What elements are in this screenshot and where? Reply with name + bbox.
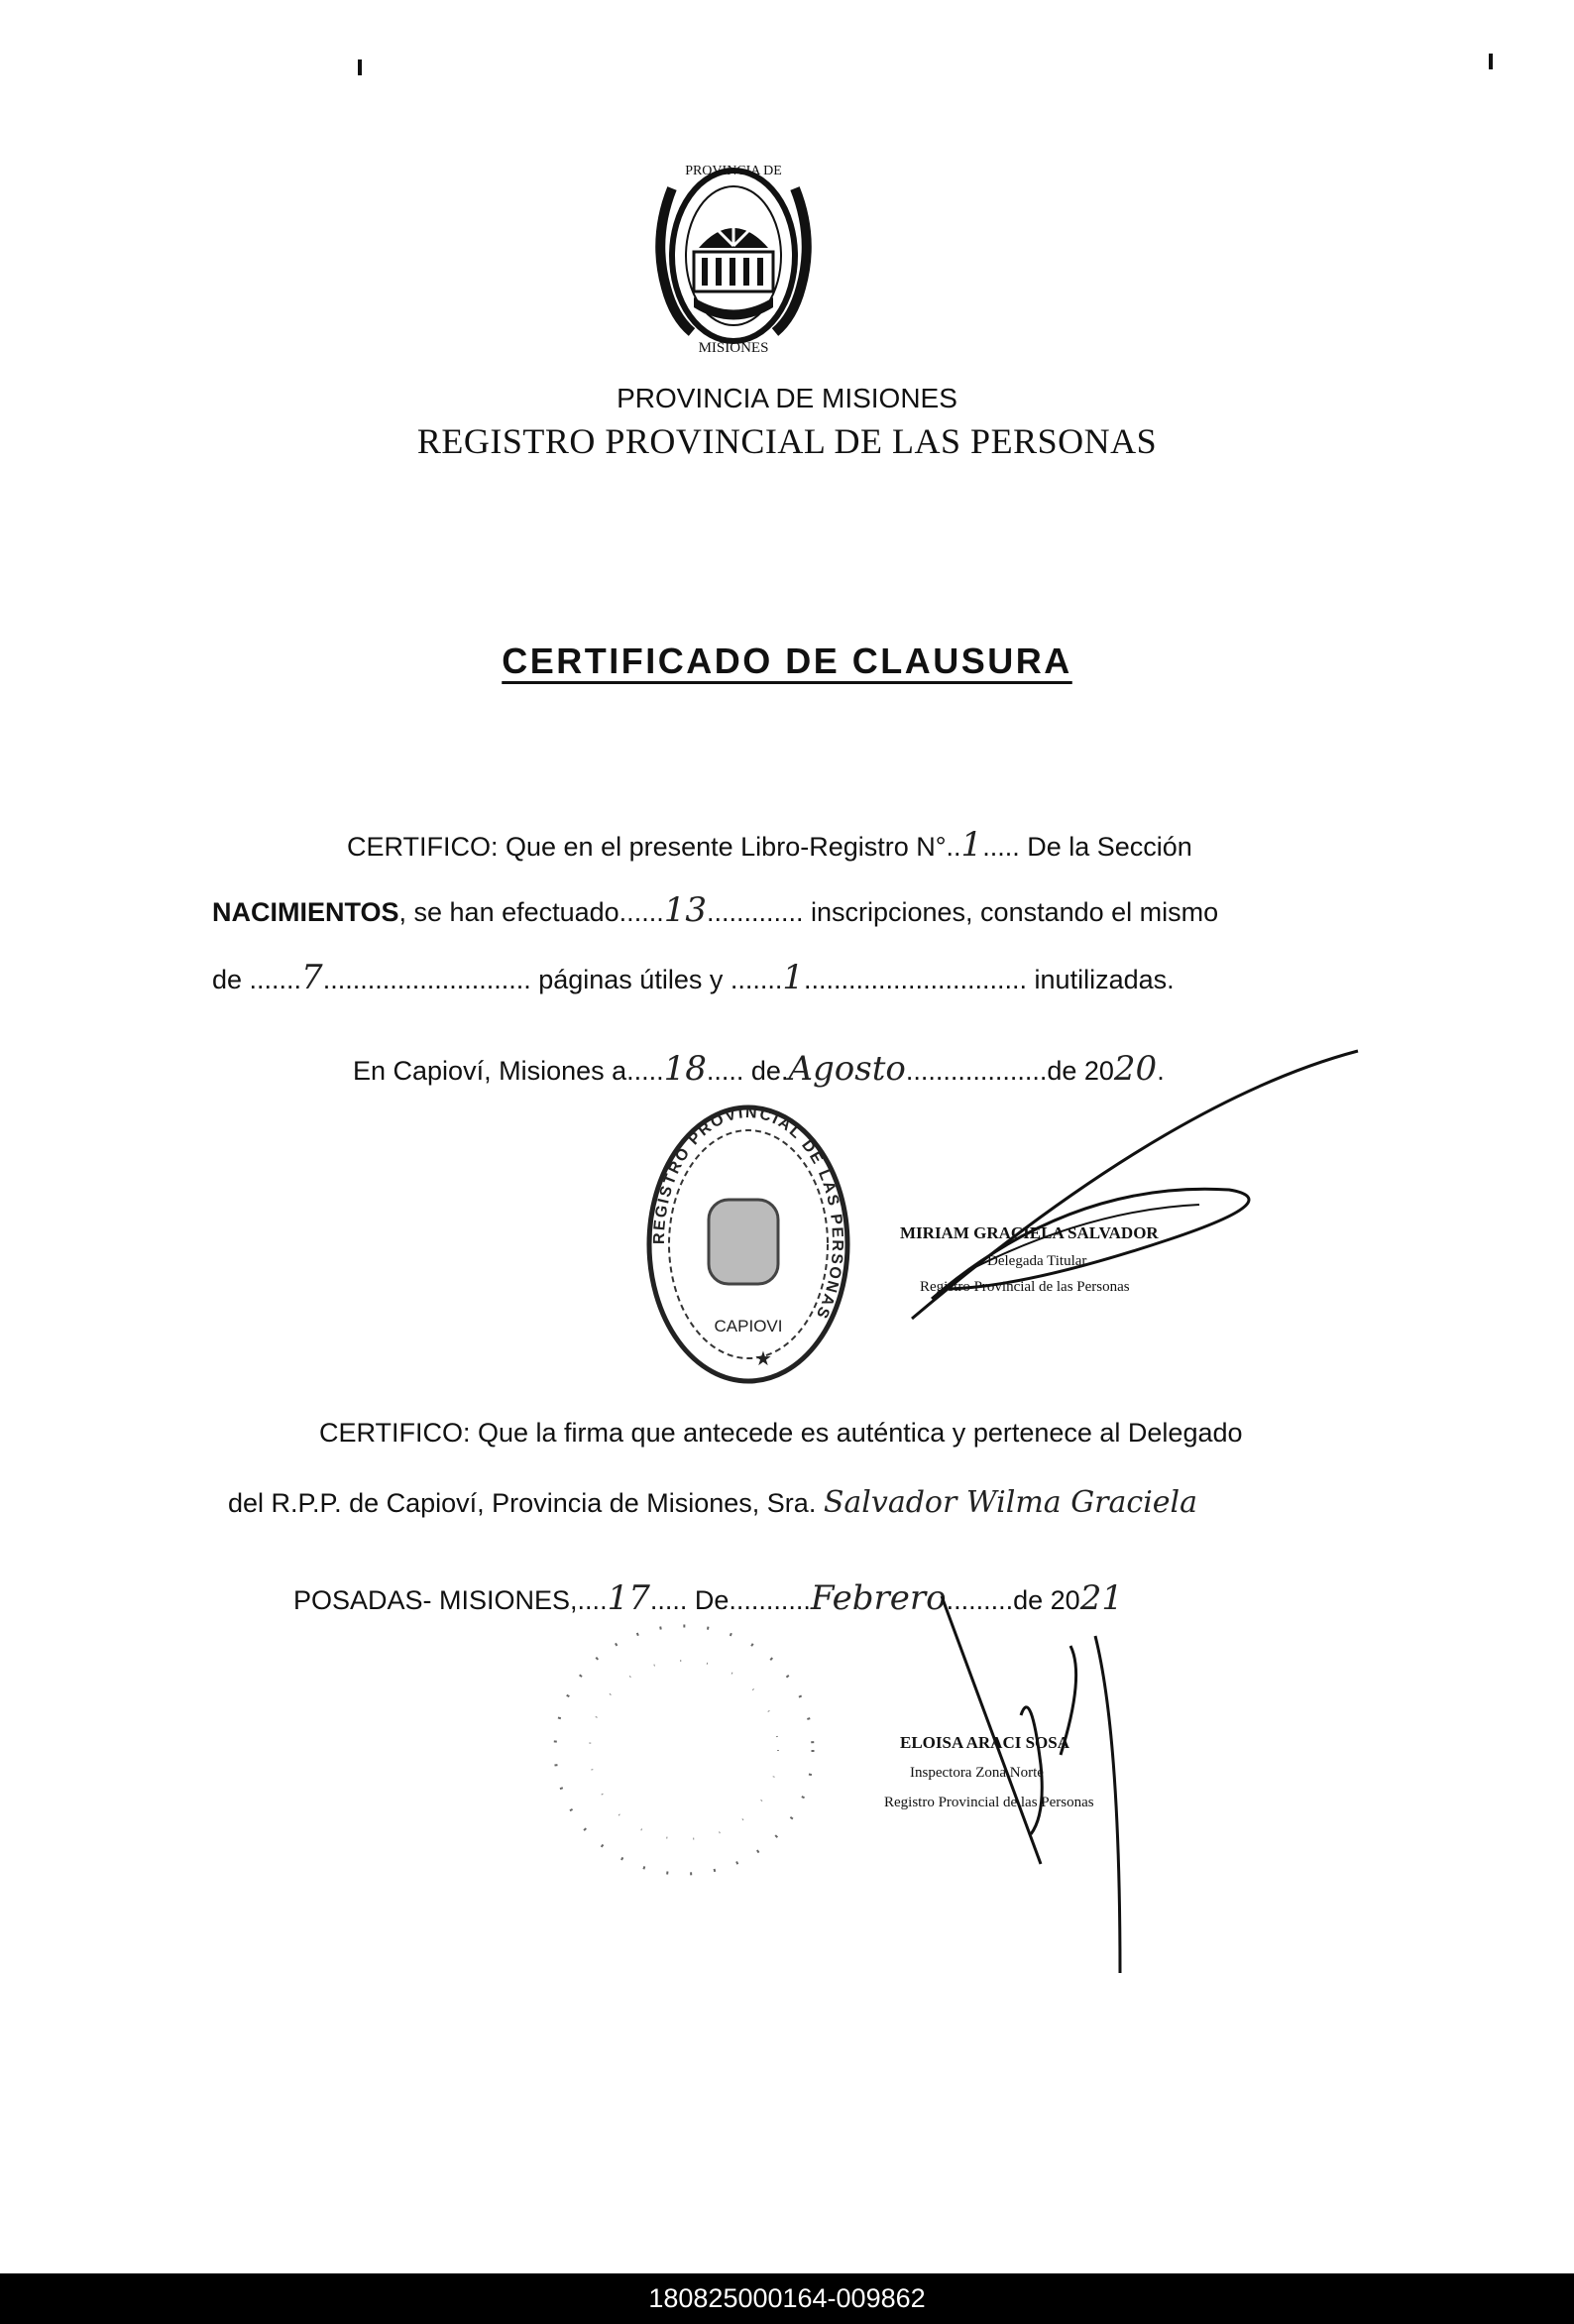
document-title: CERTIFICADO DE CLAUSURA: [502, 640, 1072, 681]
authentication-line-2: [228, 1485, 1197, 1520]
date-1-mid2: ...................de 20: [905, 1056, 1114, 1086]
signer-2-office: Registro Provincial de las Personas: [884, 1795, 1094, 1810]
signer-1-office: Registro Provincial de las Personas: [920, 1279, 1130, 1295]
authentication-line-2-prefix: del R.P.P. de Capioví, Provincia de Misiones, Sra.: [228, 1488, 817, 1518]
signer-1-role: Delegada Titular: [987, 1253, 1087, 1269]
section-name: NACIMIENTOS: [212, 897, 399, 927]
scan-mark-left: [358, 59, 362, 75]
inscriptions-handwritten: 13: [663, 890, 707, 930]
certify-line-1-prefix: CERTIFICO: Que en el presente Libro-Registro N°..: [347, 832, 961, 862]
date-1-day-handwritten: 18: [663, 1049, 707, 1089]
date-1-year-handwritten: 20: [1113, 1049, 1158, 1089]
date-1-suffix: .: [1157, 1056, 1165, 1086]
date-2-mid: ..... De...........: [649, 1585, 811, 1615]
scan-mark-right: [1489, 54, 1493, 69]
date-2-year-handwritten: 21: [1079, 1578, 1123, 1618]
certify-line-3-mid: ............................ páginas útiles y .......: [322, 965, 783, 994]
coat-of-arms-seal: [644, 149, 823, 362]
certify-line-2-mid: , se han efectuado......: [398, 897, 664, 927]
certify-line-1: [347, 825, 1192, 865]
date-2-day-handwritten: 17: [607, 1578, 650, 1618]
stamp-bottom-text: CAPIOVI: [714, 1317, 783, 1336]
date-1-prefix: En Capioví, Misiones a.....: [353, 1056, 664, 1086]
certify-line-2: [212, 890, 1218, 930]
authentication-line-1: CERTIFICO: Que la firma que antecede es auténtica y pertenece al Delegado: [319, 1418, 1243, 1448]
seal-top-text: PROVINCIA DE: [685, 164, 782, 178]
certify-line-2-suffix: ............. inscripciones, constando el mismo: [706, 897, 1219, 927]
capiovi-oval-stamp: [624, 1096, 862, 1393]
certify-line-3-suffix: .............................. inutilizadas.: [804, 965, 1175, 994]
void-pages-handwritten: 1: [782, 958, 804, 997]
signer-2-name: ELOISA ARACI SOSA: [900, 1733, 1070, 1752]
registry-heading: REGISTRO PROVINCIAL DE LAS PERSONAS: [416, 421, 1158, 461]
province-heading: PROVINCIA DE MISIONES: [617, 383, 957, 413]
signer-1-name: MIRIAM GRACIELA SALVADOR: [900, 1223, 1159, 1242]
seal-bottom-text: MISIONES: [698, 340, 769, 356]
delegate-name-handwritten: Salvador Wilma Graciela: [823, 1485, 1198, 1520]
signer-2-role: Inspectora Zona Norte: [910, 1765, 1044, 1781]
stamp-ring-text: REGISTRO PROVINCIAL DE LAS PERSONAS: [650, 1104, 846, 1323]
useful-pages-handwritten: 7: [301, 958, 323, 997]
certify-line-3-prefix: de .......: [212, 965, 302, 994]
date-2-mid2: .........de 20: [946, 1585, 1080, 1615]
book-number-handwritten: 1: [960, 825, 983, 865]
date-2-prefix: POSADAS- MISIONES,....: [293, 1585, 608, 1615]
document-id-footer: 180825000164-009862: [0, 2273, 1574, 2324]
faint-seal-stamp: [535, 1606, 833, 1894]
date-1-mid: ..... de.: [706, 1056, 789, 1086]
certify-line-3: [212, 958, 1175, 997]
date-1-month-handwritten: Agosto: [788, 1049, 906, 1089]
certify-line-1-suffix: ..... De la Sección: [982, 832, 1192, 862]
signature-scribble-2: [922, 1586, 1160, 1983]
date-2-month-handwritten: Febrero: [810, 1578, 947, 1618]
star-icon: ★: [754, 1348, 772, 1370]
